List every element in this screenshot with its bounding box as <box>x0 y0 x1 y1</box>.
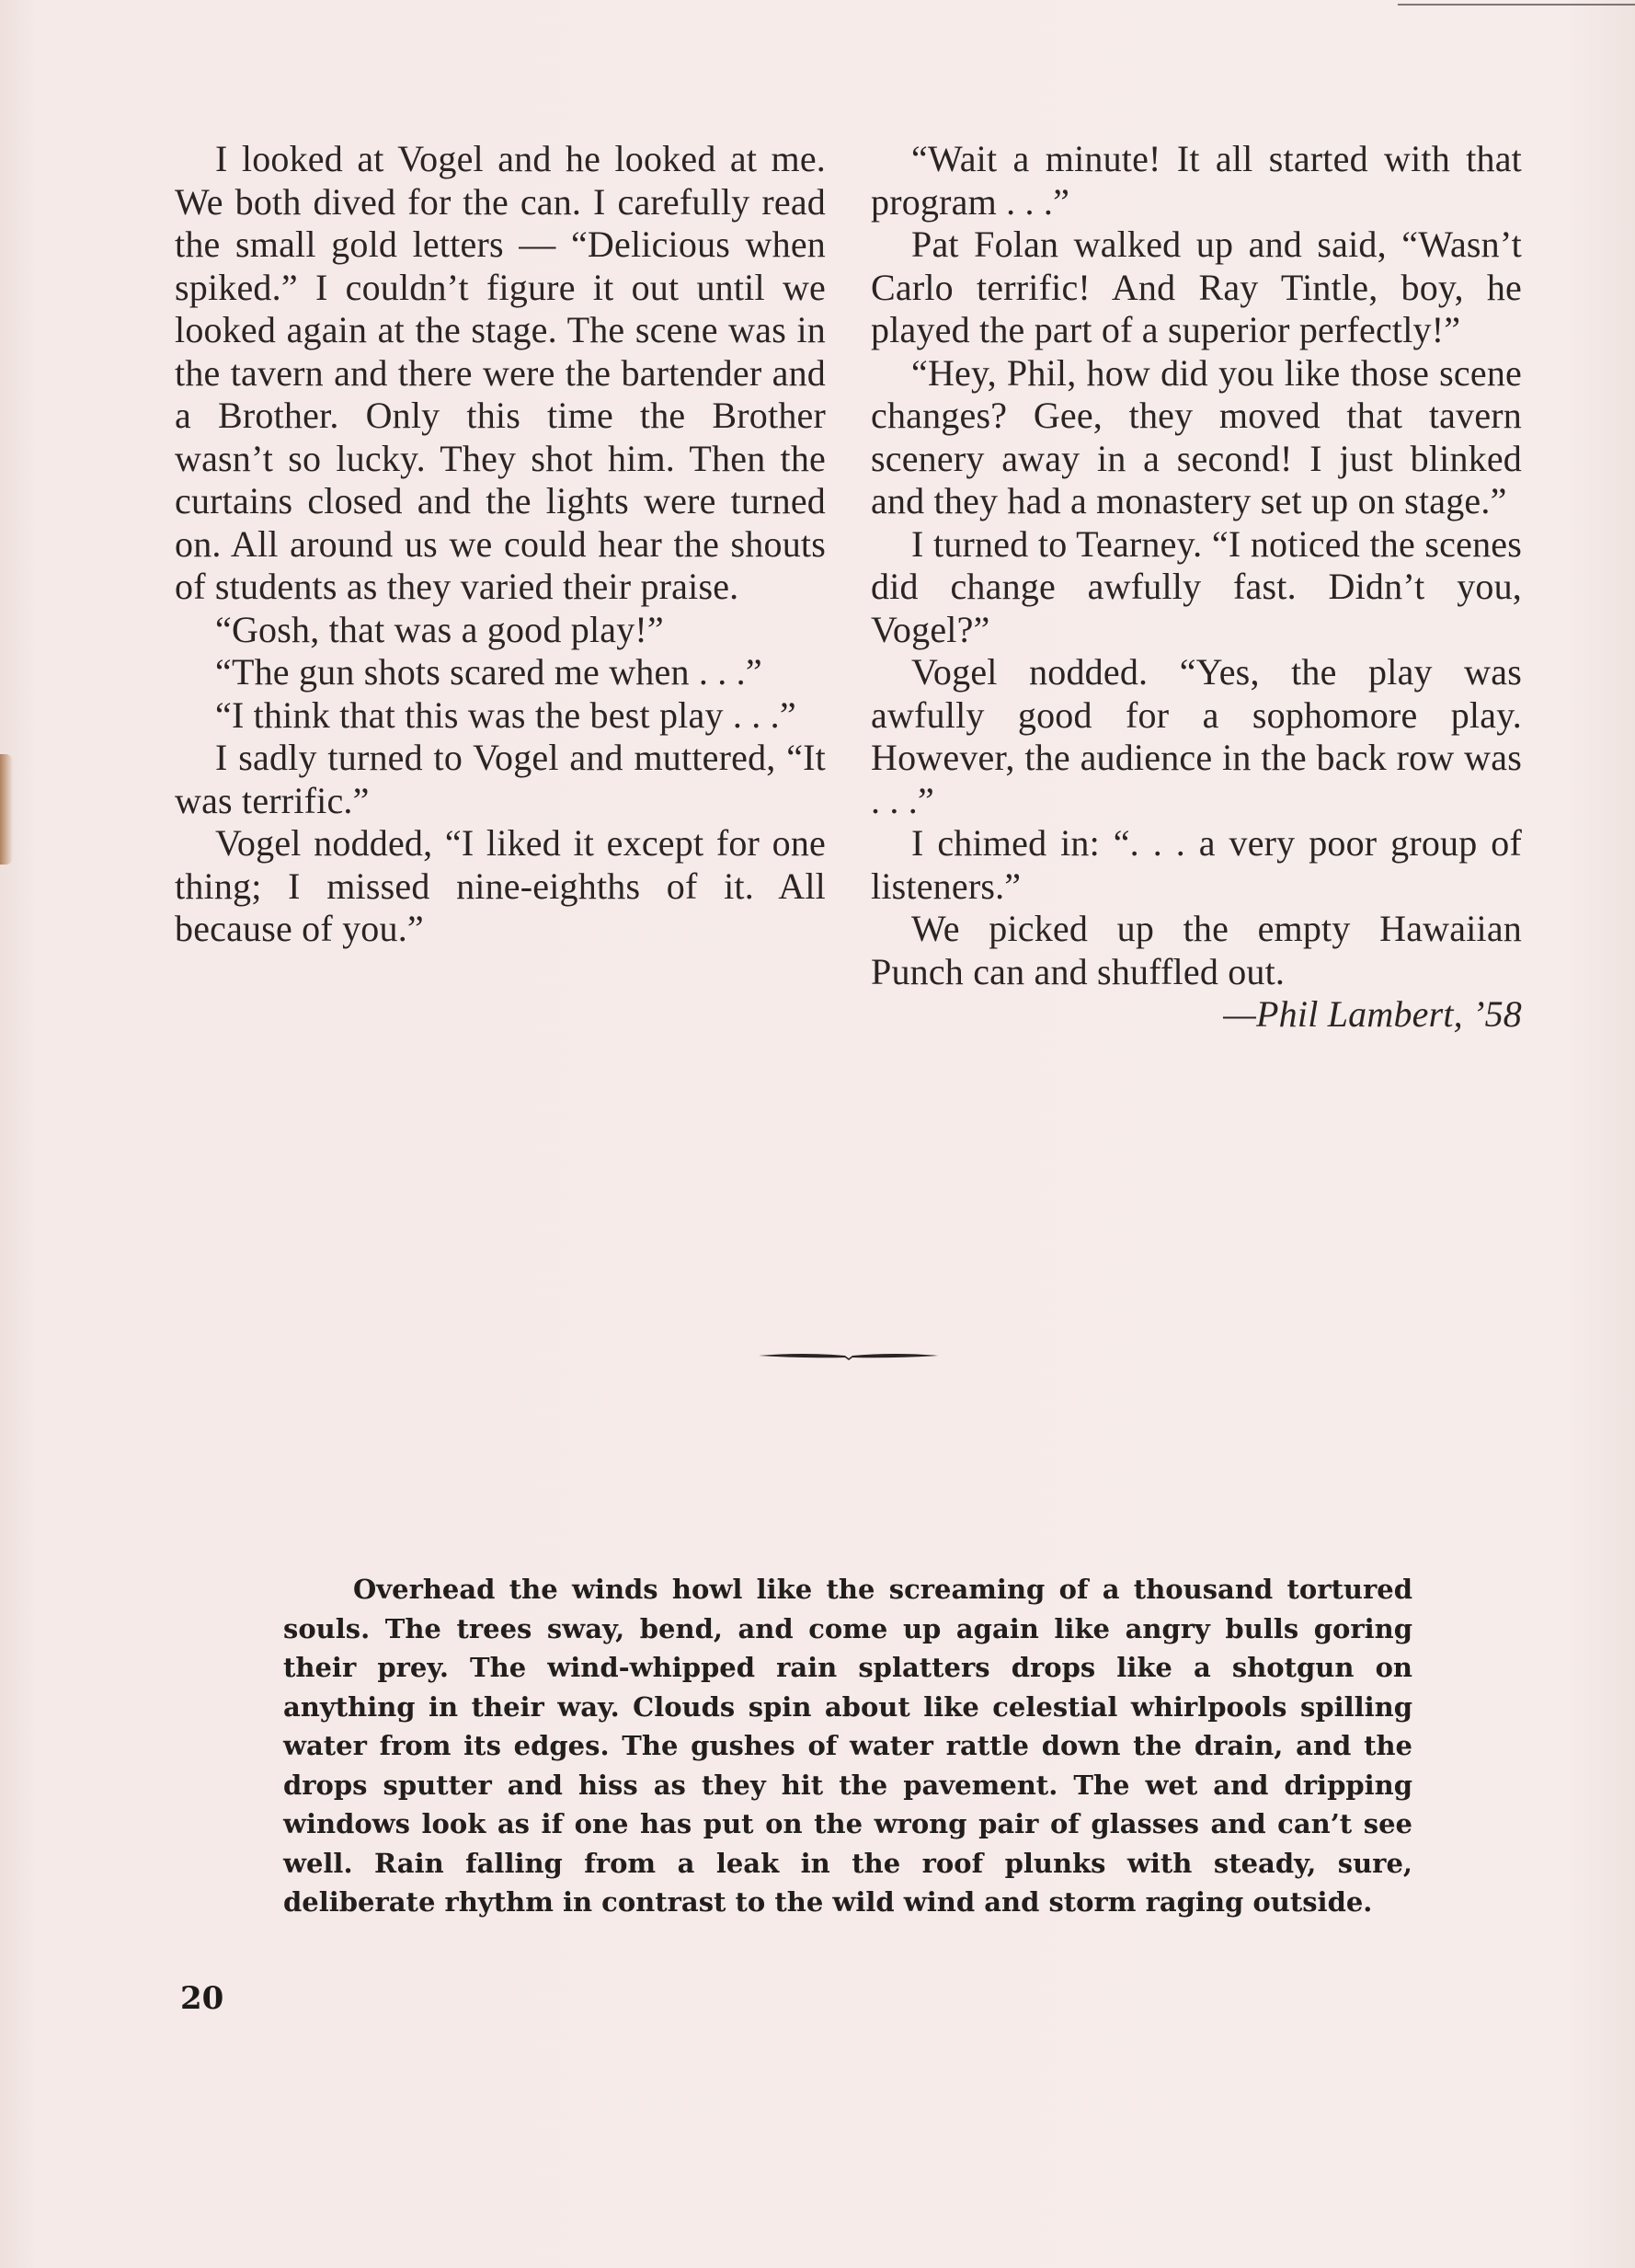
paragraph: I turned to Tearney. “I noticed the scenes did change awfully fast. Didn’t you, Vogel?” <box>871 522 1522 650</box>
paragraph: Pat Folan walked up and said, “Wasn’t Carlo terrific! And Ray Tintle, boy, he played the part of a superior perfectly!” <box>871 223 1522 350</box>
story-left-column <box>175 138 826 951</box>
story-right-column <box>871 138 1522 1037</box>
paragraph: I looked at Vogel and he looked at me. We both dived for the can. I carefully read the small gold letters — “Delicious when spiked.” I couldn’t figure it out until we looked again at the stage. The scene was in the tavern and there were the bartender and a Brother. Only this time the Brother wasn’t so lucky. They shot him. Then the curtains closed and the lights were turned on. All around us we could hear the shouts of students as they varied their praise. <box>175 138 826 607</box>
paragraph: I sadly turned to Vogel and muttered, “It was terrific.” <box>175 737 826 821</box>
page-number: 20 <box>180 1980 224 2017</box>
paragraph: Vogel nodded, “I liked it except for one thing; I missed nine-eighths of it. All because of you.” <box>175 822 826 949</box>
paragraph: I chimed in: “. . . a very poor group of listeners.” <box>871 822 1522 907</box>
paragraph: “Wait a minute! It all started with that program . . .” <box>871 138 1522 223</box>
paper-stain <box>0 754 13 865</box>
paragraph: “The gun shots scared me when . . .” <box>215 651 762 693</box>
ornament-divider-icon <box>757 1345 941 1367</box>
author-signature: —Phil Lambert, ’58 <box>1223 993 1522 1035</box>
top-rule <box>1398 4 1635 6</box>
storm-paragraph: Overhead the winds howl like the screaming of a thousand tortured souls. The trees sway, bend, and come up again like angry bulls goring their prey. The wind-whipped rain splatters drops like a shotgun on anything in their way. Clouds spin about like celestial whirlpools spilling water from its edges. The gushes of water rattle down the drain, and the drops sputter and hiss as they hit the pavement. The wet and dripping windows look as if one has put on the wrong pair of glasses and can’t see well. Rain falling from a leak in the roof plunks with steady, sure, deliberate rhythm in contrast to the wild wind and storm raging outside. <box>283 1574 1412 1918</box>
paragraph: “I think that this was the best play . . .” <box>215 693 796 736</box>
paragraph: Vogel nodded. “Yes, the play was awfully good for a sophomore play. However, the audience in the back row was . . .” <box>871 651 1522 821</box>
paragraph: “Gosh, that was a good play!” <box>215 608 664 650</box>
paragraph: We picked up the empty Hawaiian Punch can and shuffled out. <box>871 908 1522 992</box>
paragraph: “Hey, Phil, how did you like those scene changes? Gee, they moved that tavern scenery away in a second! I just blinked and they had a monastery set up on stage.” <box>871 351 1522 521</box>
